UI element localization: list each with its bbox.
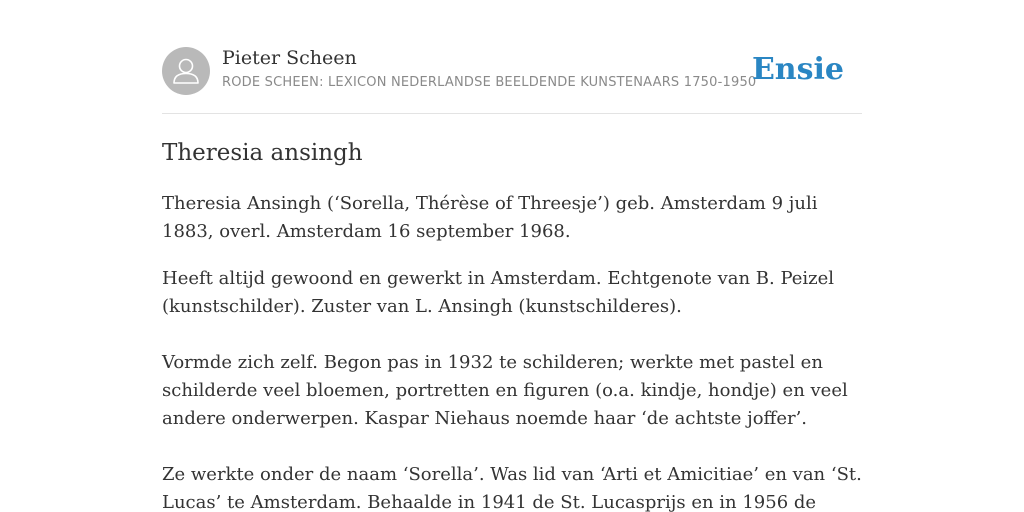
article-header: [162, 0, 862, 114]
article-paragraph: Vormde zich zelf. Begon pas in 1932 te schilderen; werkte met pastel en schilderde veel bloemen, portretten en figuren (o.a. kindje, hondje) en veel andere onderwerpen. Kaspar Niehaus noemde haar ‘de achtste joffer’.: [162, 352, 848, 429]
content-container: [162, 0, 862, 512]
author-name[interactable]: Pieter Scheen: [222, 47, 357, 69]
author-avatar[interactable]: [162, 47, 210, 95]
ensie-logo-link[interactable]: Ensie: [751, 52, 844, 87]
article-body: [162, 190, 862, 512]
article-paragraph: Theresia Ansingh (‘Sorella, Thérèse of Threesje’) geb. Amsterdam 9 juli 1883, overl. Amsterdam 16 september 1968.: [162, 193, 818, 242]
article-title: Theresia ansingh: [162, 140, 363, 166]
user-icon: [162, 47, 210, 95]
source-publication[interactable]: RODE SCHEEN: LEXICON NEDERLANDSE BEELDENDE KUNSTENAARS 1750-1950: [222, 75, 757, 90]
article-paragraph: Ze werkte onder de naam ‘Sorella’. Was lid van ‘Arti et Amicitiae’ en van ‘St. Lucas’ te Amsterdam. Behaalde in 1941 de St. Lucasprijs en in 1956 de: [162, 464, 862, 512]
article-paragraph: Heeft altijd gewoond en gewerkt in Amsterdam. Echtgenote van B. Peizel (kunstschilder). Zuster van L. Ansingh (kunstschilderes).: [162, 268, 835, 317]
